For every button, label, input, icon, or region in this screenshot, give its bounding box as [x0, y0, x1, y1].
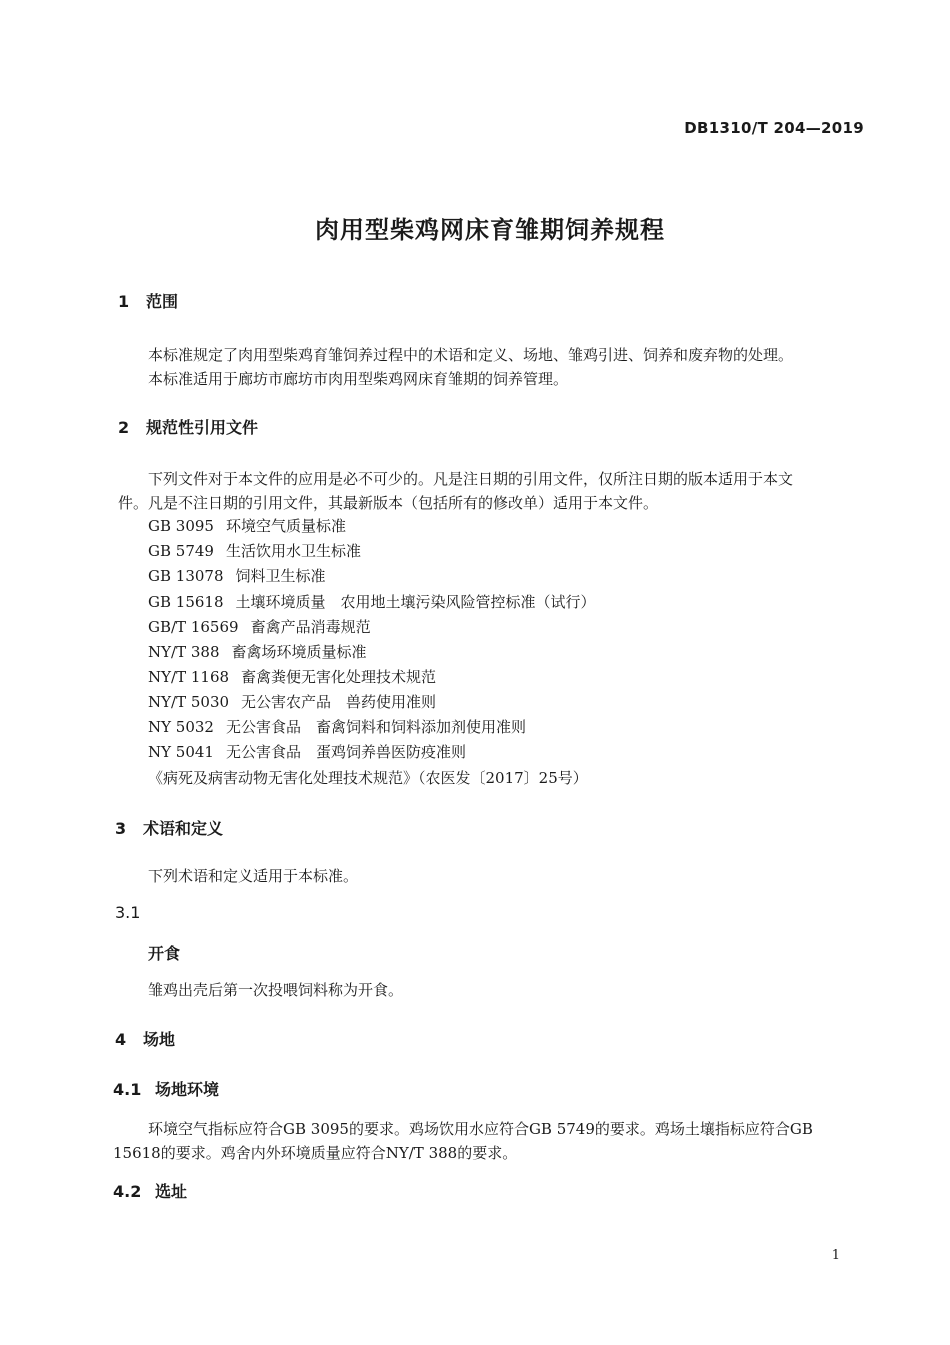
section-1-heading — [118, 289, 178, 312]
reference-name: 无公害农产品 兽药使用准则 — [241, 693, 437, 711]
reference-id: NY/T 5030 — [148, 693, 230, 711]
document-title: 肉用型柴鸡网床育雏期饲养规程 — [315, 216, 665, 244]
standard-code: DB1310/T 204—2019 — [684, 119, 864, 137]
reference-name: 生活饮用水卫生标准 — [225, 542, 361, 560]
reference-item — [148, 515, 346, 536]
reference-id: NY/T 1168 — [148, 668, 230, 686]
reference-name: 无公害食品 蛋鸡饲养兽医防疫准则 — [225, 743, 466, 761]
reference-item — [148, 691, 436, 712]
section-2-heading — [118, 415, 258, 438]
section-number: 1 — [118, 292, 130, 311]
section-4-1-heading — [113, 1077, 219, 1100]
section-number: 2 — [118, 418, 130, 437]
reference-name: 土壤环境质量 农用地土壤污染风险管控标准（试行） — [235, 593, 596, 611]
reference-name: 畜禽产品消毒规范 — [250, 618, 371, 636]
subsection-number: 4.2 — [113, 1182, 142, 1201]
reference-name: 饲料卫生标准 — [235, 567, 326, 585]
section-title: 规范性引用文件 — [146, 418, 259, 437]
reference-name: 畜禽场环境质量标准 — [231, 643, 367, 661]
reference-id: GB 15618 — [148, 593, 224, 611]
reference-id: GB/T 16569 — [148, 618, 239, 636]
section-2-intro-line-2: 件。凡是不注日期的引用文件，其最新版本（包括所有的修改单）适用于本文件。 — [118, 494, 659, 512]
reference-name: 环境空气质量标准 — [225, 517, 346, 535]
subsection-title: 选址 — [155, 1182, 188, 1201]
section-3-intro: 下列术语和定义适用于本标准。 — [148, 867, 359, 885]
section-4-1-line-1: 环境空气指标应符合GB 3095的要求。鸡场饮用水应符合GB 5749的要求。鸡场土壤指标应符合GB — [148, 1120, 813, 1138]
section-4-heading — [115, 1027, 175, 1050]
section-title: 范围 — [146, 292, 179, 311]
reference-item — [148, 641, 367, 662]
subsection-number: 4.1 — [113, 1080, 142, 1099]
reference-id: GB 3095 — [148, 517, 214, 535]
section-title: 场地 — [143, 1030, 176, 1049]
reference-name: 无公害食品 畜禽饲料和饲料添加剂使用准则 — [225, 718, 526, 736]
section-number: 4 — [115, 1030, 127, 1049]
reference-item — [148, 716, 526, 737]
reference-id: GB 13078 — [148, 567, 224, 585]
section-1-paragraph-2: 本标准适用于廊坊市廊坊市肉用型柴鸡网床育雏期的饲养管理。 — [148, 370, 569, 388]
section-4-1-line-2: 15618的要求。鸡舍内外环境质量应符合NY/T 388的要求。 — [113, 1144, 518, 1162]
reference-item — [148, 666, 436, 687]
term-number: 3.1 — [115, 903, 141, 922]
section-2-intro-line-1: 下列文件对于本文件的应用是必不可少的。凡是注日期的引用文件，仅所注日期的版本适用于本文 — [148, 470, 794, 488]
reference-id: NY 5041 — [148, 743, 214, 761]
reference-extra: 《病死及病害动物无害化处理技术规范》（农医发〔2017〕25号） — [148, 769, 588, 787]
reference-id: NY/T 388 — [148, 643, 220, 661]
section-title: 术语和定义 — [143, 819, 224, 838]
reference-item — [148, 616, 371, 637]
reference-id: NY 5032 — [148, 718, 214, 736]
section-1-paragraph-1: 本标准规定了肉用型柴鸡育雏饲养过程中的术语和定义、场地、雏鸡引进、饲养和废弃物的处理。 — [148, 346, 794, 364]
subsection-title: 场地环境 — [155, 1080, 220, 1099]
reference-name: 畜禽粪便无害化处理技术规范 — [241, 668, 437, 686]
reference-item — [148, 565, 326, 586]
reference-item — [148, 540, 361, 561]
section-3-heading — [115, 816, 223, 839]
reference-id: GB 5749 — [148, 542, 214, 560]
section-4-2-heading — [113, 1179, 187, 1202]
term-name: 开食 — [148, 944, 181, 963]
reference-item — [148, 591, 596, 612]
section-number: 3 — [115, 819, 127, 838]
term-definition: 雏鸡出壳后第一次投喂饲料称为开食。 — [148, 981, 404, 999]
page-number: 1 — [831, 1248, 840, 1263]
reference-item — [148, 741, 466, 762]
